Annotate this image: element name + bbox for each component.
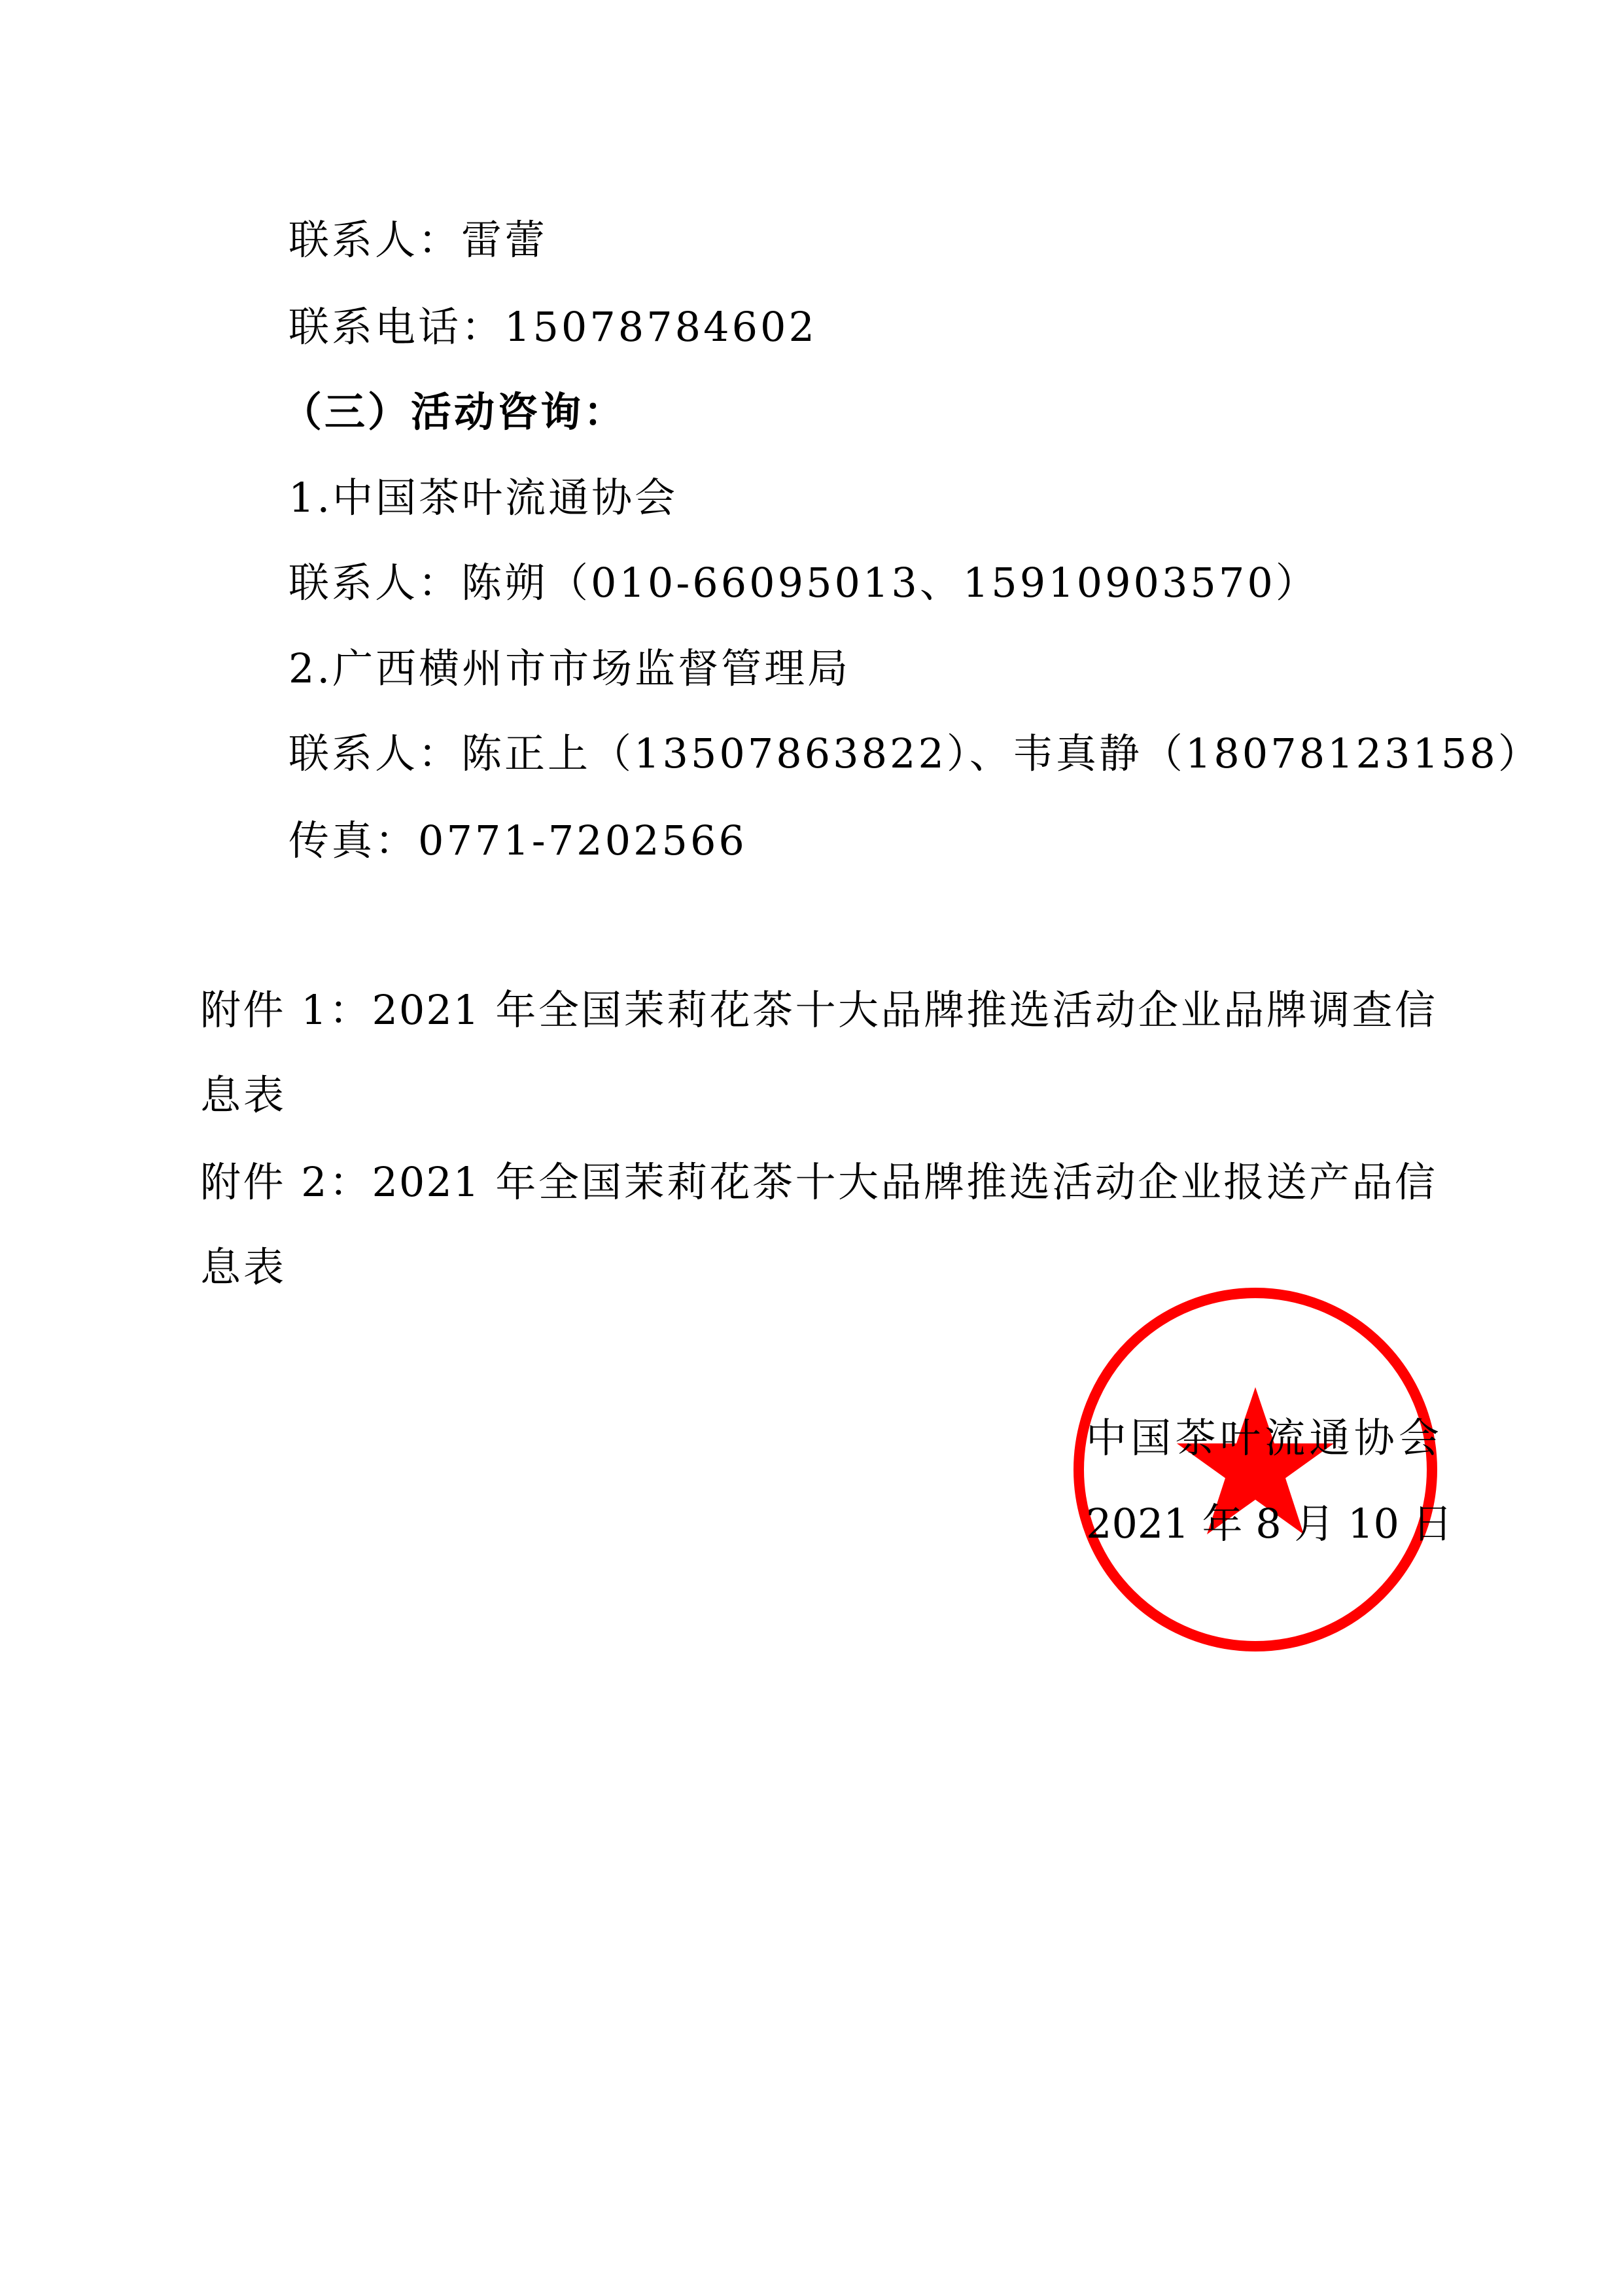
official-seal-stamp: [1061, 1276, 1454, 1669]
org2-name: 2.广西横州市市场监督管理局: [288, 645, 851, 692]
contact-phone: 联系电话：15078784602: [288, 303, 817, 351]
org2-contact: 联系人：陈正上（13507863822）、韦真静（18078123158）: [288, 730, 1541, 777]
signature-organization: 中国茶叶流通协会: [1086, 1414, 1439, 1462]
section-heading: （三）活动咨询：: [281, 388, 627, 436]
contact-person: 联系人：雷蕾: [288, 216, 548, 264]
attachment-2-line2: 息表: [200, 1243, 287, 1291]
fax: 传真：0771-7202566: [288, 817, 747, 864]
attachment-1-line1: 附件 1：2021 年全国茉莉花茶十大品牌推选活动企业品牌调查信: [200, 986, 1437, 1034]
attachment-1-line2: 息表: [200, 1071, 287, 1119]
org1-name: 1.中国茶叶流通协会: [288, 474, 678, 521]
org1-contact: 联系人：陈朔（010-66095013、15910903570）: [288, 559, 1319, 607]
attachment-2-line1: 附件 2：2021 年全国茉莉花茶十大品牌推选活动企业报送产品信: [200, 1158, 1437, 1206]
signature-date: 2021 年 8 月 10 日: [1086, 1500, 1453, 1547]
